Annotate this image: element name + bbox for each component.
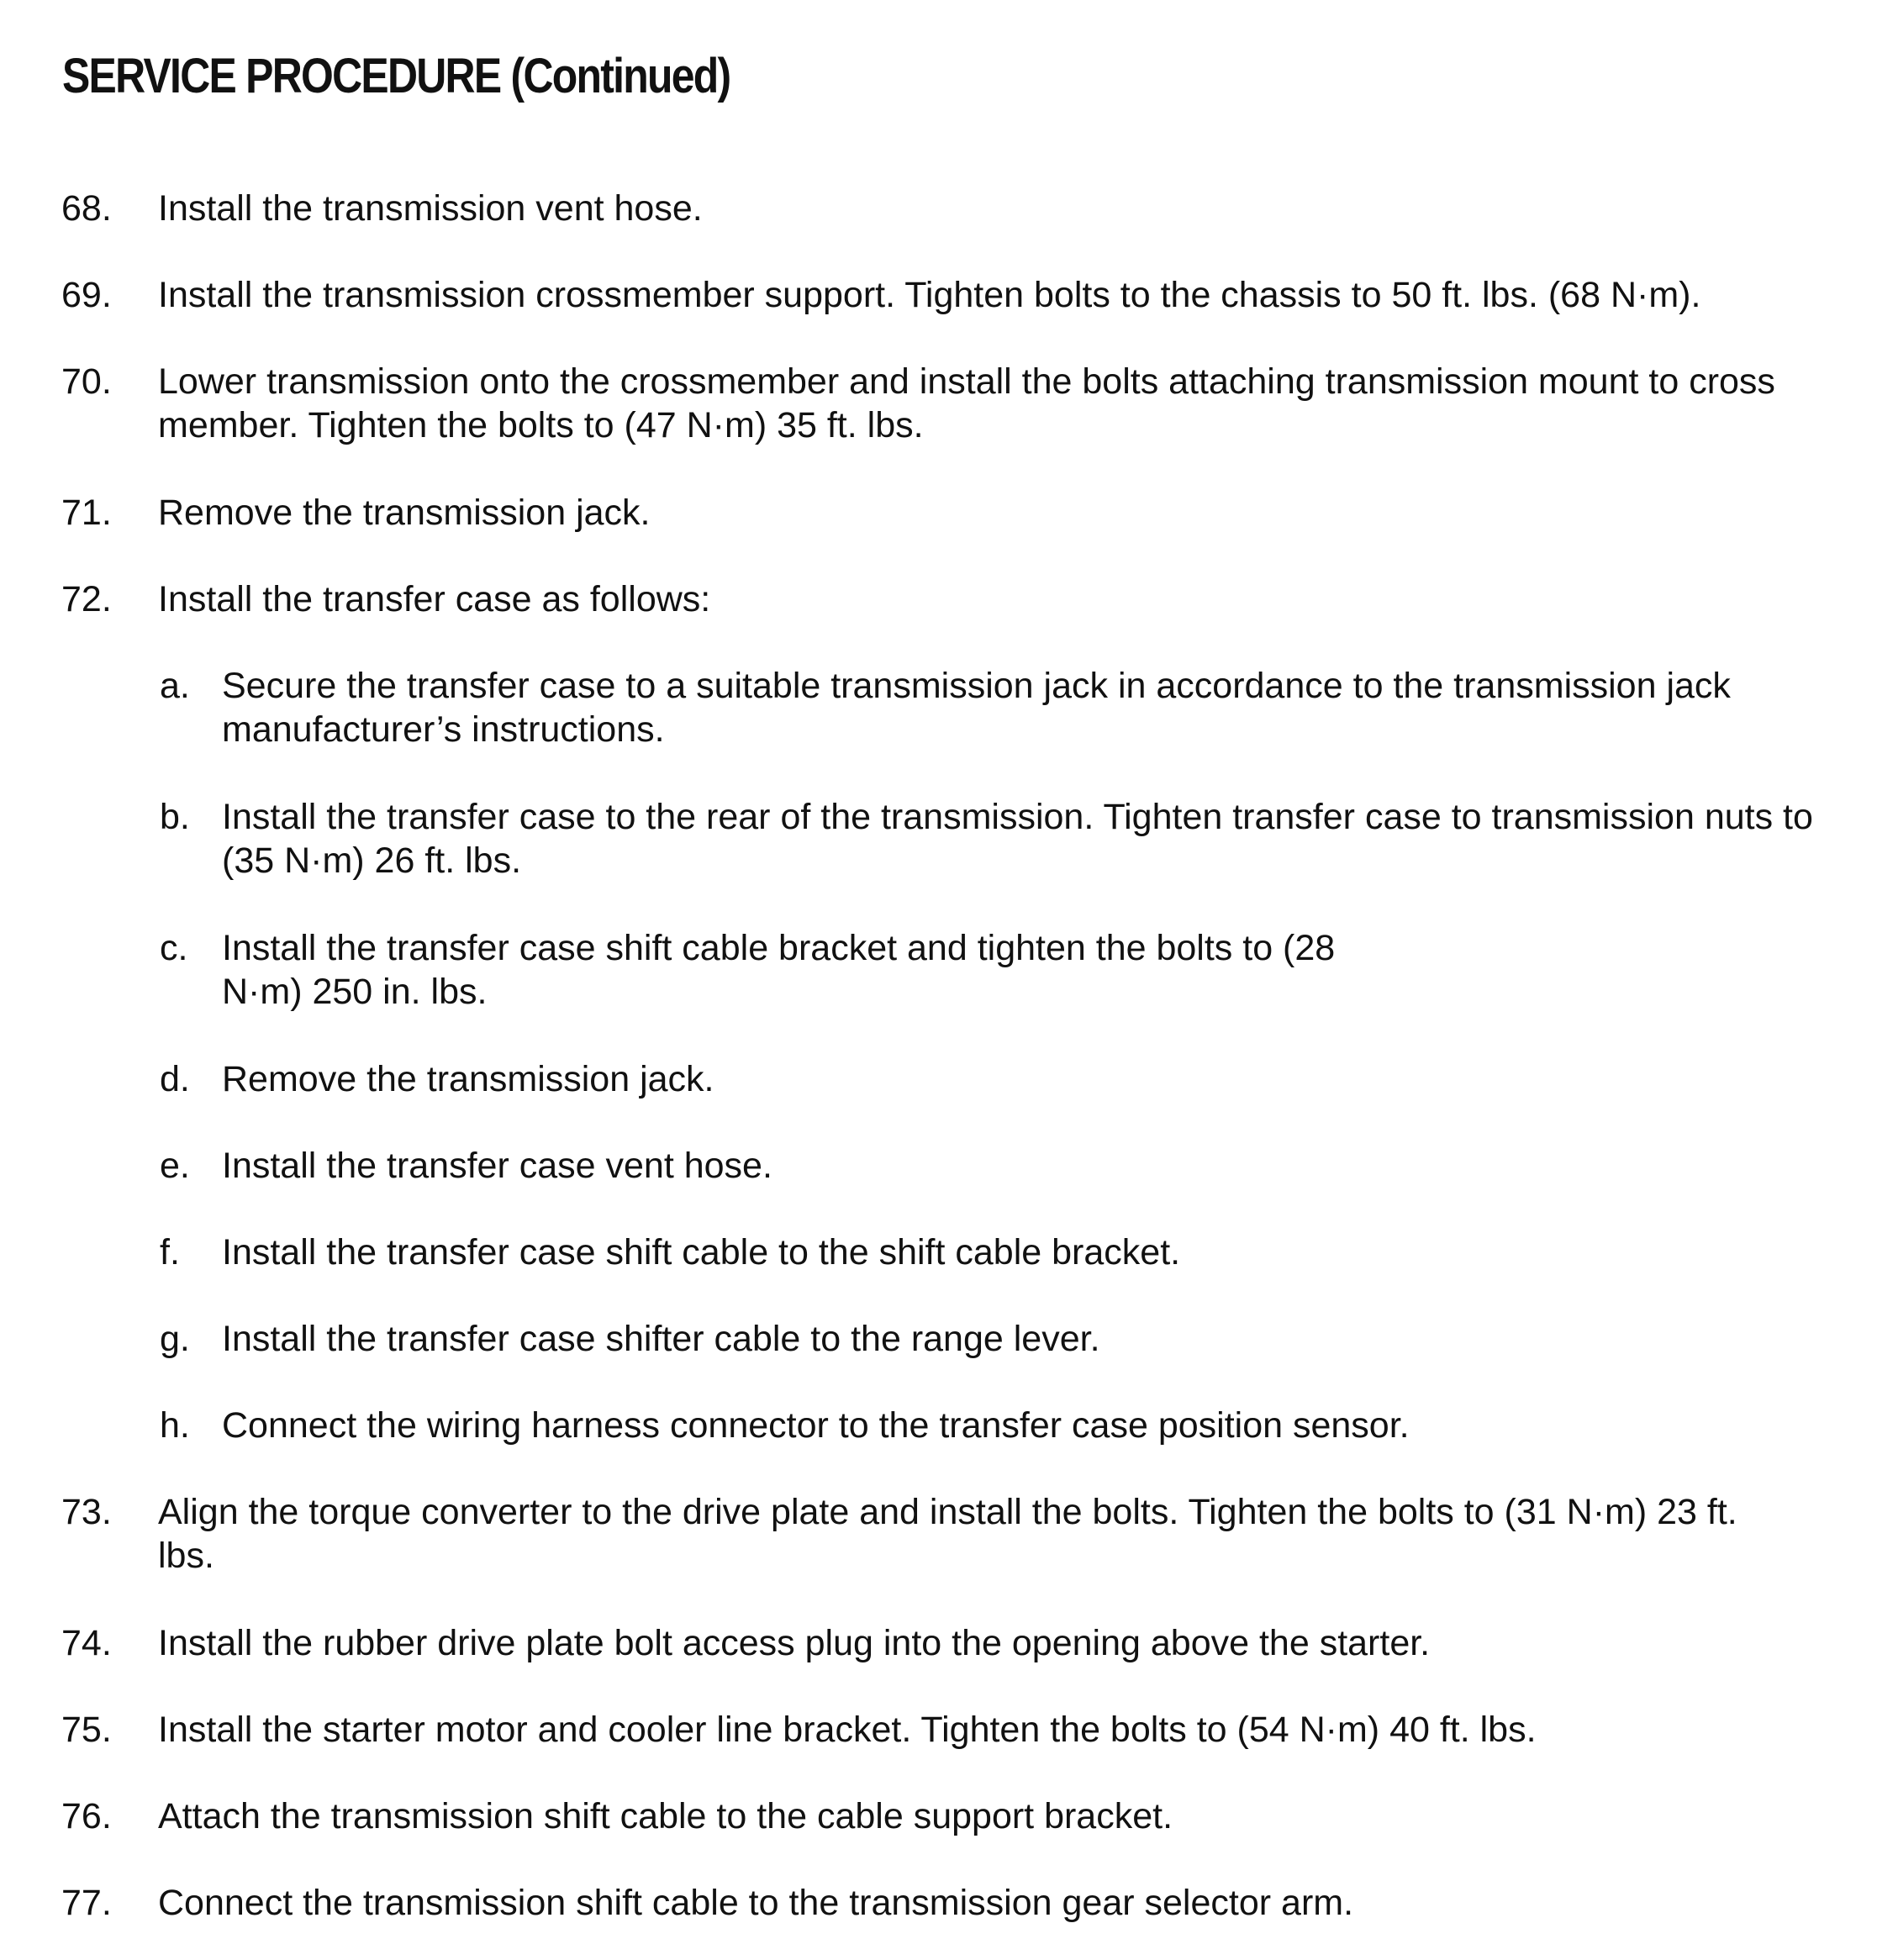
substep-letter: b. — [160, 797, 190, 837]
step-number: 73. — [61, 1492, 112, 1532]
substep-h — [0, 1404, 1877, 1447]
step-number: 75. — [61, 1710, 112, 1750]
step-text: Install the starter motor and cooler line bracket. Tighten the bolts to (54 N·m) 40 ft. lbs. — [158, 1710, 1537, 1750]
step-text: Align the torque converter to the drive plate and install the bolts. Tighten the bolts to (31 N·m) 23 ft. lbs. — [158, 1492, 1737, 1576]
step-73 — [0, 1490, 1877, 1578]
step-number: 68. — [61, 188, 112, 229]
procedure-steps — [0, 187, 1877, 1925]
substep-text: Install the transfer case vent hose. — [222, 1146, 772, 1186]
step-number: 72. — [61, 579, 112, 619]
substep-text: Install the transfer case shift cable bracket and tighten the bolts to (28 N·m) 250 in. lbs. — [222, 928, 1336, 1012]
step-text: Install the rubber drive plate bolt access plug into the opening above the starter. — [158, 1623, 1431, 1663]
substep-text: Install the transfer case shifter cable to the range lever. — [222, 1319, 1100, 1359]
substep-letter: e. — [160, 1146, 190, 1186]
substep-b — [0, 795, 1877, 883]
substep-e — [0, 1144, 1877, 1188]
step-text: Attach the transmission shift cable to the cable support bracket. — [158, 1796, 1173, 1836]
substep-d — [0, 1057, 1877, 1101]
step-70 — [0, 360, 1877, 447]
step-number: 76. — [61, 1796, 112, 1836]
step-text: Install the transmission crossmember support. Tighten bolts to the chassis to 50 ft. lbs. (68 N·m). — [158, 275, 1701, 315]
step-76 — [0, 1794, 1877, 1838]
step-74 — [0, 1621, 1877, 1665]
substep-f — [0, 1230, 1877, 1274]
step-77 — [0, 1881, 1877, 1925]
substep-a — [0, 664, 1877, 751]
step-text: Remove the transmission jack. — [158, 493, 651, 533]
step-text: Lower transmission onto the crossmember and install the bolts attaching transmission mount to cross member. Tighten the bolts to (47 N·m) 35 ft. lbs. — [158, 361, 1775, 445]
substep-text: Connect the wiring harness connector to the transfer case position sensor. — [222, 1405, 1410, 1446]
substep-letter: a. — [160, 666, 190, 706]
substep-text: Secure the transfer case to a suitable transmission jack in accordance to the transmission jack manufacturer’s instructions. — [222, 666, 1731, 750]
substep-g — [0, 1317, 1877, 1361]
step-number: 74. — [61, 1623, 112, 1663]
substep-text: Install the transfer case shift cable to the shift cable bracket. — [222, 1232, 1181, 1272]
step-text: Install the transmission vent hose. — [158, 188, 703, 229]
substep-letter: d. — [160, 1059, 190, 1099]
step-text: Connect the transmission shift cable to the transmission gear selector arm. — [158, 1883, 1354, 1923]
step-72 — [0, 577, 1877, 621]
step-number: 69. — [61, 275, 112, 315]
page-heading: SERVICE PROCEDURE (Continued) — [62, 49, 730, 103]
step-text: Install the transfer case as follows: — [158, 579, 711, 619]
step-71 — [0, 491, 1877, 535]
substep-letter: h. — [160, 1405, 190, 1446]
substep-c — [0, 926, 1877, 1014]
step-number: 77. — [61, 1883, 112, 1923]
step-75 — [0, 1708, 1877, 1752]
step-69 — [0, 273, 1877, 317]
substep-letter: f. — [160, 1232, 180, 1272]
step-number: 71. — [61, 493, 112, 533]
substep-text: Remove the transmission jack. — [222, 1059, 714, 1099]
substep-letter: g. — [160, 1319, 190, 1359]
step-68 — [0, 187, 1877, 230]
step-number: 70. — [61, 361, 112, 402]
substep-text: Install the transfer case to the rear of the transmission. Tighten transfer case to transmission nuts to (35 N·m) 26 ft. lbs. — [222, 797, 1813, 881]
substep-letter: c. — [160, 928, 188, 968]
